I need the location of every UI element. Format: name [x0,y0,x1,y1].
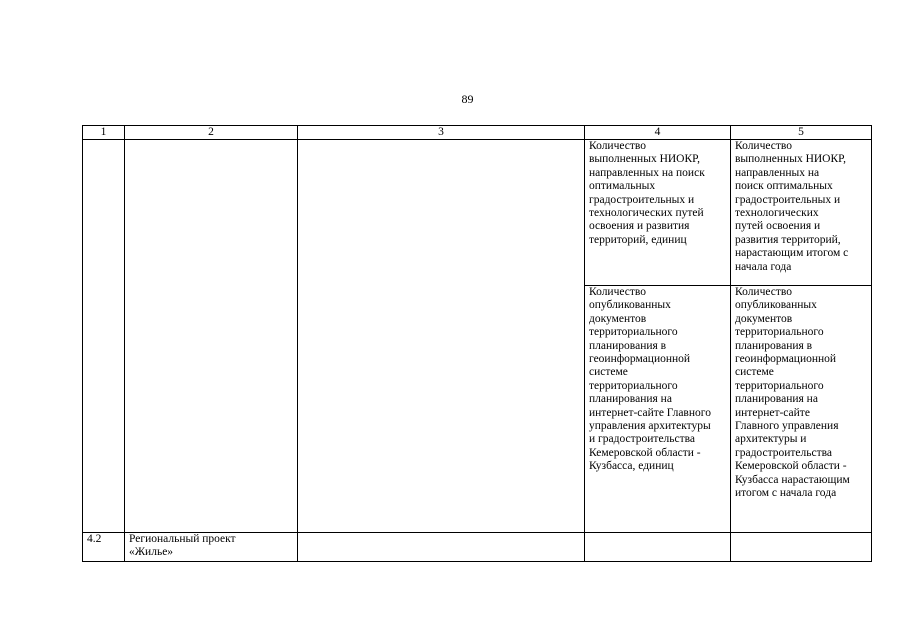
indicator-text-line: территориального [735,379,824,392]
document-table [82,125,872,562]
column-header-3: 3 [298,126,585,140]
indicator-text-line: территорий, единиц [589,233,687,246]
indicator-text-line: выполненных НИОКР, [735,153,846,166]
indicator-text-line: развития территорий, [735,233,841,246]
indicator-text-line: Кузбасса, единиц [589,460,674,473]
indicator-text-line: Количество [589,140,646,152]
indicator-text-line: документов [589,312,647,325]
indicator-text-line: поиск оптимальных [735,180,833,193]
indicator-text-line: Количество [589,286,646,298]
indicator-cumulative-cell [731,533,872,562]
indicator-text-line: планирования на [735,393,818,406]
indicator-text-line: геоинформационной [589,353,691,366]
indicator-cell [585,286,731,533]
indicator-text-line: Главного управления [735,420,839,433]
indicator-text-line: и градостроительства [589,433,696,446]
indicator-text-line: интернет-сайте Главного [589,406,711,419]
indicator-text-line: территориального [589,326,678,339]
indicator-text-line: оптимальных [589,180,656,193]
indicator-text-line: территориального [589,379,678,392]
indicator-text-line: Количество [735,140,792,152]
indicator-text-line: направленных на поиск [589,166,705,179]
column-3-cell [298,533,585,562]
indicator-text-line: системе [589,366,628,379]
indicator-text-line: системе [735,366,774,379]
indicator-text-line: технологических путей [589,207,704,220]
indicator-text-line: направленных на [735,166,820,179]
indicator-text-line: технологических [735,207,819,220]
indicator-text-line: градостроительства [735,446,833,459]
indicator-text-line: опубликованных [589,299,671,312]
project-name-line: «Жилье» [129,546,174,559]
column-header-5: 5 [731,126,872,140]
row-number-cell [83,140,125,533]
indicator-text-line: начала года [735,260,792,273]
indicator-cumulative-cell [731,140,872,286]
column-header-2: 2 [125,126,298,140]
indicator-text-line: документов [735,312,793,325]
project-name-line: Региональный проект [129,533,236,545]
indicator-text-line: архитектуры и [735,433,807,446]
table-header-row [83,126,872,140]
indicator-text-line: путей освоения и [735,220,821,233]
column-3-cell [298,140,585,533]
indicator-cell [585,533,731,562]
indicator-text-line: Кемеровской области - [735,460,847,473]
column-header-4: 4 [585,126,731,140]
indicator-text-line: итогом с начала года [735,487,837,500]
indicator-text-line: выполненных НИОКР, [589,153,700,166]
project-name-cell [125,140,298,533]
indicator-text-line: интернет-сайте [735,406,810,419]
indicator-text-line: планирования в [589,339,667,352]
row-number-cell: 4.2 [83,533,125,562]
indicator-text-line: Количество [735,286,792,298]
indicator-text-line: планирования в [735,339,813,352]
page-number: 89 [461,92,474,106]
project-name-cell [125,533,298,562]
indicator-text-line: Кузбасса нарастающим [735,473,850,486]
column-header-1: 1 [83,126,125,140]
indicator-text-line: геоинформационной [735,353,837,366]
indicator-text-line: опубликованных [735,299,817,312]
indicator-cumulative-cell [731,286,872,533]
indicator-text-line: Кемеровской области - [589,446,701,459]
indicator-cell [585,140,731,286]
table-row [83,140,872,286]
indicator-text-line: градостроительных и [589,193,695,206]
indicator-text-line: градостроительных и [735,193,841,206]
indicator-text-line: территориального [735,326,824,339]
indicator-text-line: освоения и развития [589,220,690,233]
indicator-text-line: управления архитектуры [589,420,711,433]
table-row [83,533,872,562]
indicator-text-line: планирования на [589,393,672,406]
indicator-text-line: нарастающим итогом с [735,247,849,260]
